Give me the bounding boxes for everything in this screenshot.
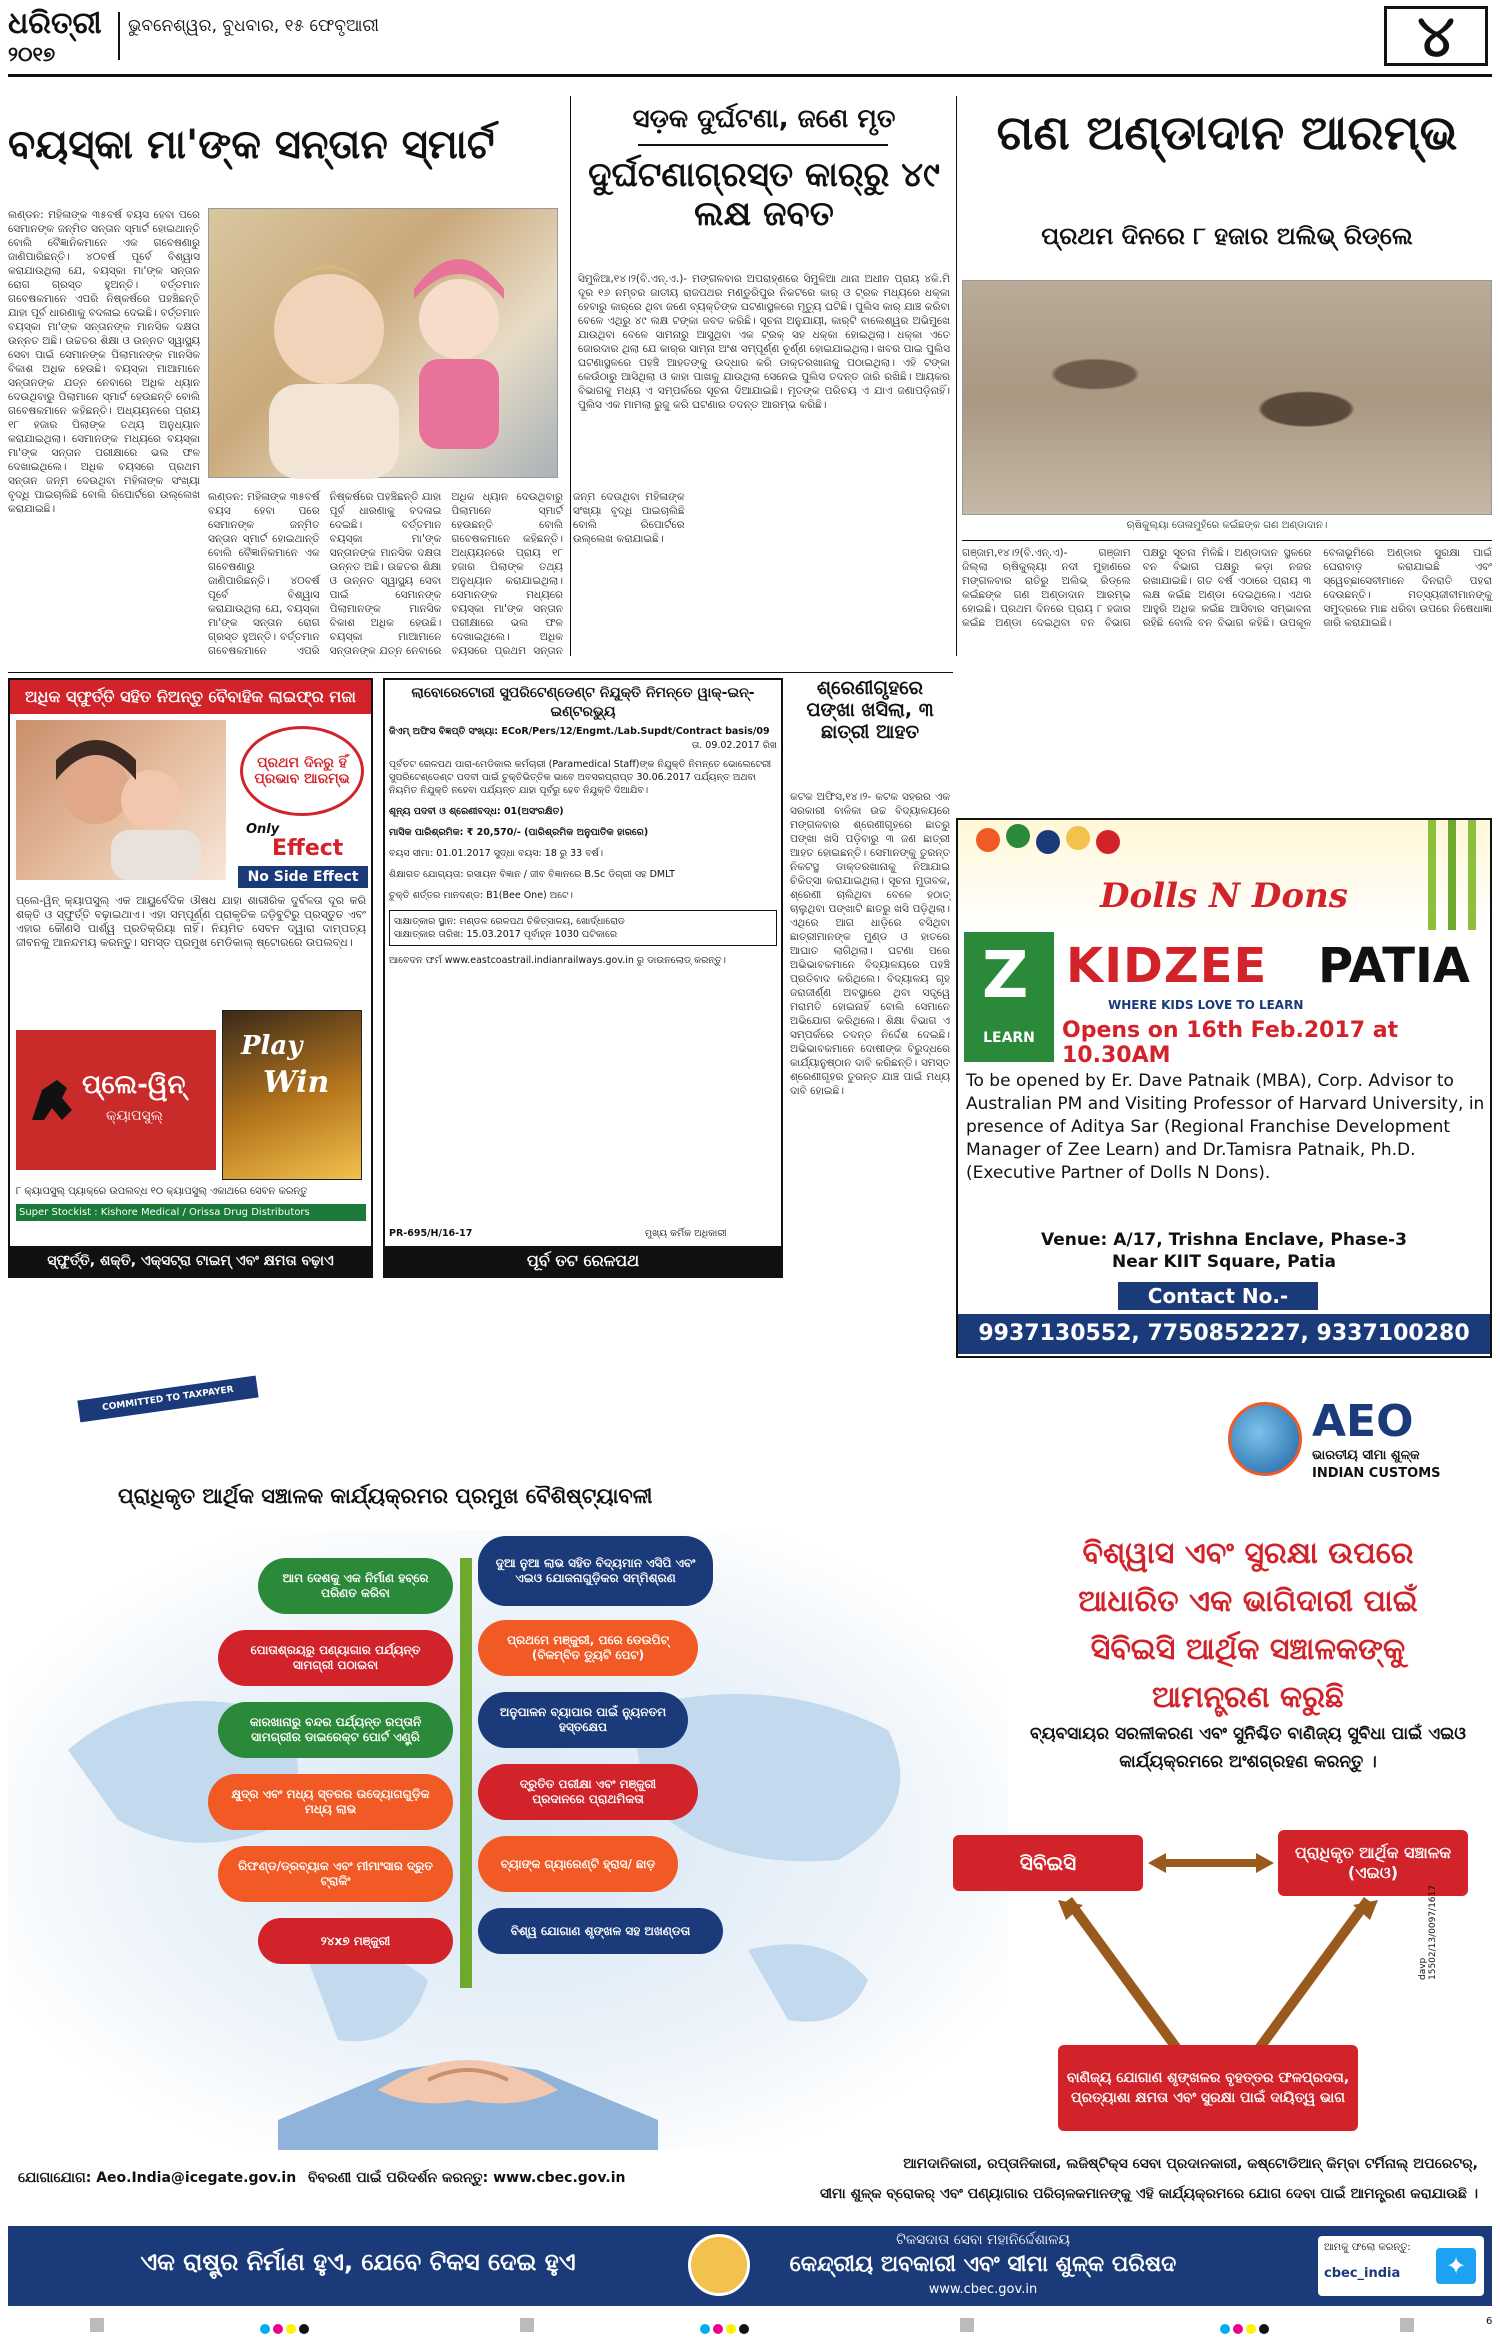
tender-line: ସାକ୍ଷାତ୍କାର ସ୍ଥାନ: ମଣ୍ଡଳ ରେଳପଥ ଚିକିତ୍ସାଳୟ, ଖୋର୍ଦ୍ଧାରୋଡ <box>394 916 625 927</box>
story-hostel-body: କଟକ ଅଫିସ,୧୪।୨- କଟକ ସହରର ଏକ ସରକାରୀ ବାଳିକା ଉଚ୍ଚ ବିଦ୍ୟାଳୟରେ ମଙ୍ଗଳବାର ଶ୍ରେଣୀଗୃହରେ ଛାତରୁ ପଙ୍ଖା ଖସି ପଡ଼ିବାରୁ ୩ ଜଣ ଛାତ୍ରୀ ଆହତ ହୋଇଛନ୍ତି। ସେମାନଙ୍କୁ ତୁରନ୍ତ ନିକଟସ୍ଥ ଡାକ୍ତରଖାନାକୁ ନିଆଯାଇ ଚିକିତ୍ସା କରାଯାଇଥିଲା। ସୂଚନା ମୁତାବକ, ଶ୍ରେଣୀ ଚାଲିଥିବା ବେଳେ ହଠାତ୍ ଚାଲୁଥିବା ପଙ୍ଖାଟି ଛାତରୁ ଖସି ପଡ଼ିଥିଲା। ଏଥିରେ ଆଗ ଧାଡ଼ିରେ ବସିଥିବା ଛାତ୍ରୀମାନଙ୍କ ମୁଣ୍ଡ ଓ ହାତରେ ଆଘାତ ଲାଗିଥିଲା। ଘଟଣା ପରେ ଅଭିଭାବକମାନେ ବିଦ୍ୟାଳୟରେ ପହଞ୍ଚି ପ୍ରତିବାଦ କରିଥିଲେ। ବିଦ୍ୟାଳୟ ଗୃହ ଜରାଜୀର୍ଣ୍ଣ ଅବସ୍ଥାରେ ଥିବା ସତ୍ତ୍ୱେ ମରାମତି ହୋଇନାହିଁ ବୋଲି ସେମାନେ ଅଭିଯୋଗ କରିଥିଲେ। ଶିକ୍ଷା ବିଭାଗ ଏ ସମ୍ପର୍କରେ ତଦନ୍ତ ନିର୍ଦ୍ଦେଶ ଦେଇଛି। ଅଭିଭାବକମାନେ ଦୋଷୀଙ୍କ ବିରୁଦ୍ଧରେ କାର୍ଯ୍ୟାନୁଷ୍ଠାନ ଦାବି କରିଛନ୍ତି। ସମସ୍ତ ଶ୍ରେଣୀଗୃହର ତୁରନ୍ତ ଯାଞ୍ଚ ପାଇଁ ମଧ୍ୟ ଦାବି ହୋଇଛି। <box>790 791 950 1097</box>
kidzee-contact-numbers: 9937130552, 7750852227, 9337100280 <box>958 1314 1490 1354</box>
tender-notice <box>383 678 783 1278</box>
kidzee-opens: Opens on 16th Feb.2017 at 10.30AM <box>1062 1018 1399 1068</box>
ad-kidzee <box>956 818 1492 1358</box>
node-cbec: ସିବିଇସି <box>953 1835 1143 1891</box>
col-divider-2 <box>956 96 957 656</box>
tender-line: ବୟସ ସୀମା: 01.01.2017 ସୁଦ୍ଧା ବୟସ: 18 ରୁ 33 ବର୍ଷ। <box>389 848 603 859</box>
story-accident-body: ସିମୁଳିଆ,୧୪।୨(ବି.ଏନ୍‌.ଏ.)- ମଙ୍ଗଳବାର ଅପରାହ୍ଣରେ ସିମୁଳିଆ ଥାନା ଅଧୀନ ପ୍ରାୟ ୪କି.ମି ଦୂର ୧୬ ନମ୍ବର ଜାତୀୟ ରାଜପଥର ମଣ୍ଡୁରିପୁର ନିକଟରେ କାର୍‌ ଓ ଟ୍ରକ ମଧ୍ୟରେ ଧକ୍କା ହେବାରୁ କାର୍‌ରେ ଥିବା ଜଣେ ବ୍ୟକ୍ତିଙ୍କ ଘଟଣାସ୍ଥଳରେ ମୃତ୍ୟୁ ଘଟିଛି। ପୁଲିସ କାର୍‌ ଯାଞ୍ଚ କରିବା ବେଳେ ଏଥିରୁ ୪୯ ଲକ୍ଷ ଟଙ୍କା ଜବତ କରିଛି। ସୂଚନା ଅନୁଯାୟୀ, କାର୍‌ଟି ବାଲେଶ୍ୱର ଅଭିମୁଖେ ଯାଉଥିବା ବେଳେ ସାମନାରୁ ଆସୁଥିବା ଏକ ଟ୍ରକ୍‌ ସହ ଧକ୍କା ହୋଇଥିଲା। ଧକ୍କା ଏତେ ଜୋରଦାର ଥିଲା ଯେ କାର୍‌ର ସାମ୍ନା ଅଂଶ ସମ୍ପୂର୍ଣ୍ଣ ଚୂର୍ଣ୍ଣ ହୋଇଯାଇଥିଲା। ଖବର ପାଇ ପୁଲିସ ଘଟଣାସ୍ଥଳରେ ପହଞ୍ଚି ଆହତଙ୍କୁ ଉଦ୍ଧାର କରି ଡାକ୍ତରଖାନାକୁ ପଠାଇଥିଲା। ଏହି ଟଙ୍କା କେଉଁଠାରୁ ଆସିଥିଲା ଓ କାହା ପାଖକୁ ଯାଉଥିଲା ସେନେଇ ପୁଲିସ ତଦନ୍ତ ଜାରି ରଖିଛି। ଆୟକର ବିଭାଗକୁ ମଧ୍ୟ ଏ ସମ୍ପର୍କରେ ସୂଚନା ଦିଆଯାଇଛି। ମୃତଙ୍କ ପରିଚୟ ଏ ଯାଏ ଜଣାପଡ଼ିନାହିଁ। ପୁଲିସ ଏକ ମାମଲା ରୁଜୁ କରି ଘଟଣାର ତଦନ୍ତ ଆରମ୍ଭ କରିଛି। <box>578 273 950 411</box>
page-number: ୪ <box>1384 6 1488 66</box>
story-turtle <box>962 100 1492 660</box>
kicker-rule <box>638 144 888 146</box>
color-dots <box>700 2319 752 2338</box>
story-mothers-headline: ବୟସ୍କା ମା'ଙ୍କ ସନ୍ତାନ ସ୍ମାର୍ଟ <box>8 122 495 168</box>
aeo-globe-icon <box>1228 1402 1302 1476</box>
masthead <box>8 1 1492 70</box>
zee-learn-logo <box>964 932 1054 1062</box>
feature-petal-left: କାରଖାନାରୁ ବନ୍ଦର ପର୍ଯ୍ୟନ୍ତ ରପ୍ତାନି ସାମଗ୍ରୀର ଡାଇରେକ୍ଟ ପୋର୍ଟ ଏଣ୍ଟ୍ରି <box>218 1702 453 1758</box>
zee-learn-text: LEARN <box>983 1030 1035 1046</box>
feature-petal-left: ପୋତାଶ୍ରୟରୁ ପଣ୍ୟାଗାର ପର୍ଯ୍ୟନ୍ତ ସାମଗ୍ରୀ ପଠାଇବା <box>218 1630 453 1686</box>
node-bottom: ବାଣିଜ୍ୟ ଯୋଗାଣ ଶୃଙ୍ଖଳର ବୃହତ୍ତର ଫଳପ୍ରଦତା, ପ୍ରତ୍ୟାଶା କ୍ଷମତା ଏବଂ ସୁରକ୍ଷା ପାଇଁ ଦାୟିତ୍ୱ ଭାଗ <box>1058 2045 1358 2131</box>
tender-signatory: ମୁଖ୍ୟ କର୍ମିକ ଅଧିକାରୀ <box>645 1228 727 1239</box>
tender-title: ଲାବୋରେଟୋରୀ ସୁପରିଟେଣ୍ଡେଣ୍ଟ ନିଯୁକ୍ତି ନିମନ୍ତେ ୱାକ୍-ଇନ୍-ଇଣ୍ଟରଭ୍ୟୁ <box>411 685 755 720</box>
aeo-logo-block <box>1228 1396 1478 1486</box>
aeo-contact: ଯୋଗାଯୋଗ: Aeo.India@icegate.gov.in <box>18 2170 297 2186</box>
tender-line: ସାକ୍ଷାତ୍କାର ତାରିଖ: 15.03.2017 ପୂର୍ବାହ୍ନ 1030 ଘଟିକାରେ <box>394 929 618 940</box>
handshake-icon <box>278 2000 658 2150</box>
tender-footer: ପୂର୍ବ ତଟ ରେଳପଥ <box>385 1246 781 1276</box>
kidzee-brand: KIDZEE <box>1066 938 1268 994</box>
turtle-photo <box>962 280 1492 515</box>
story-accident-headline: ଦୁର୍ଘଟଣାଗ୍ରସ୍ତ କାର୍‌ରୁ ୪୯ ଲକ୍ଷ ଜବତ <box>588 155 940 235</box>
twitter-handle[interactable]: cbec_india <box>1324 2266 1401 2281</box>
aeo-headline: ବିଶ୍ୱାସ ଏବଂ ସୁରକ୍ଷା ଉପରେ ଆଧାରିତ ଏକ ଭାଗିଦାରୀ ପାଇଁ ସିବିଇସି ଆର୍ଥିକ ସଞ୍ଚାଳକଙ୍କୁ ଆମନ୍ତ୍ରଣ କରୁଛି <box>1078 1536 1418 1715</box>
aeo-footer-org-1: ଟିକସଦାତା ସେବା ମହାନିର୍ଦ୍ଦେଶାଳୟ <box>896 2232 1070 2248</box>
ad-playwin <box>8 678 373 1278</box>
feature-petal-right: ଦୁଆ ନୁଆ ଲାଭ ସହିତ ବିଦ୍ୟମାନ ଏସିପି ଏବଂ ଏଇଓ ଯୋଜନାଗୁଡ଼ିକର ସମ୍ମିଶ୍ରଣ <box>478 1536 713 1606</box>
story-hostel-headline: ଶ୍ରେଣୀଗୃହରେ ପଙ୍ଖା ଖସିଲା, ୩ ଛାତ୍ରୀ ଆହତ <box>806 677 934 743</box>
kidzee-school-name: Dolls N Dons <box>1100 876 1348 916</box>
feature-petal-right: ପ୍ରଥମେ ମଞ୍ଜୁରୀ, ପରେ ଡେଉପିଟ୍ (ବିଳମ୍ବିତ ଡ୍ୟୁଟି ପେଟ) <box>478 1620 698 1676</box>
aeo-davp: davp 15502/13/0097/1617 <box>1418 1885 1438 1980</box>
tender-line: ଶୂନ୍ୟ ପଦବୀ ଓ ଶ୍ରେଣୀବଦ୍ଧ: 01(ଅସଂରକ୍ଷିତ) <box>389 806 564 817</box>
horse-icon <box>22 1070 82 1130</box>
masthead-divider <box>118 12 120 60</box>
feature-petal-left: ୨୪x୭ ମଞ୍ଜୁରୀ <box>258 1918 453 1964</box>
story-turtle-body: ଗଞ୍ଜାମ,୧୪।୨(ବି.ଏନ୍‌.ଏ)- ଗଞ୍ଜାମ ଜିଲ୍ଲା ଋଷିକୁଲ୍ୟା ନଦୀ ମୁହାଣରେ ମଙ୍ଗଳବାର ରାତିରୁ ଅଲିଭ୍ ରିଡ୍‌ଲେ କଇଁଛଙ୍କ ଗଣ ଅଣ୍ଡାଦାନ ଆରମ୍ଭ ହୋଇଛି। ପ୍ରଥମ ଦିନରେ ପ୍ରାୟ ୮ ହଜାର କଇଁଛ ଅଣ୍ଡା ଦେଇଥିବା ବନ ବିଭାଗ ପକ୍ଷରୁ ସୂଚନା ମିଳିଛି। ଅଣ୍ଡାଦାନ ସ୍ଥଳରେ ବନ ବିଭାଗ ପକ୍ଷରୁ କଡ଼ା ନଜର ରଖାଯାଇଛି। ଗତ ବର୍ଷ ଏଠାରେ ପ୍ରାୟ ୩ ଲକ୍ଷ କଇଁଛ ଅଣ୍ଡା ଦେଇଥିଲେ। ଏଥର ଆହୁରି ଅଧିକ କଇଁଛ ଆସିବାର ସମ୍ଭାବନା ରହିଛି ବୋଲି ବନ ବିଭାଗ କହିଛି। ଉପକୂଳ ବେଳାଭୂମିରେ ଅଣ୍ଡାର ସୁରକ୍ଷା ପାଇଁ ଘେରାବାଡ଼ କରାଯାଇଛି ଏବଂ ସ୍ୱେଚ୍ଛାସେବୀମାନେ ଦିନରାତି ପହରା ଦେଉଛନ୍ତି। ମତ୍ସ୍ୟଜୀବୀମାନଙ୍କୁ ସମୁଦ୍ରରେ ମାଛ ଧରିବା ଉପରେ ନିଷେଧାଜ୍ଞା ଜାରି କରାଯାଇଛି। <box>962 547 1492 629</box>
page-mark: 6 <box>1486 2316 1493 2327</box>
aeo-badge: COMMITTED TO TAXPAYER SERVICES <box>77 1376 258 1423</box>
aeo-invite-2: ସୀମା ଶୁଳ୍କ ବ୍ରୋକର୍ ଏବଂ ପଣ୍ୟାଗାର ପରିଚାଳକମାନଙ୍କୁ ଏହି କାର୍ଯ୍ୟକ୍ରମରେ ଯୋଗ ଦେବା ପାଇଁ ଆମନ୍ତ୍ରଣ କରାଯାଉଛି । <box>819 2186 1478 2202</box>
tender-table <box>389 910 777 946</box>
horse-logo-block <box>16 1030 216 1170</box>
feature-petal-right: ବିଶ୍ୱ ଯୋଗାଣ ଶୃଙ୍ଖଳ ସହ ଅଖଣ୍ଡତା <box>478 1908 723 1954</box>
reg-square <box>520 2318 534 2332</box>
story-mothers-body: ଲଣ୍ଡନ: ମହିଳାଙ୍କ ୩୫ବର୍ଷ ବୟସ ହେବା ପରେ ସେମାନଙ୍କ ଜନ୍ମିତ ସନ୍ତାନ ସ୍ମାର୍ଟ ହୋଇଥାନ୍ତି ବୋଲି ବୈଜ୍ଞାନିକମାନେ ଏକ ଗବେଷଣାରୁ ଜାଣିପାରିଛନ୍ତି। ୪୦ବର୍ଷ ପୂର୍ବେ ବିଶ୍ୱାସ କରାଯାଉଥିଲା ଯେ, ବୟସ୍କା ମା'ଙ୍କ ସନ୍ତାନ ରୋଗ ଗ୍ରସ୍ତ ହୁଅନ୍ତି। ବର୍ତ୍ତମାନ ଗବେଷକମାନେ ଏପରି ନିଷ୍କର୍ଷରେ ପହଞ୍ଚିଛନ୍ତି ଯାହା ପୂର୍ବ ଧାରଣାକୁ ବଦଳାଇ ଦେଇଛି। ବର୍ତ୍ତମାନ ବୟସ୍କା ମା'ଙ୍କ ସନ୍ତାନଙ୍କ ମାନସିକ ଦକ୍ଷତା ଉନ୍ନତ ଅଛି। ଉଚ୍ଚତର ଶିକ୍ଷା ଓ ଉନ୍ନତ ସ୍ୱାସ୍ଥ୍ୟ ସେବା ପାଇଁ ସେମାନଙ୍କ ପିଲାମାନଙ୍କ ମାନସିକ ବିକାଶ ଅଧିକ ହେଉଛି। ବୟସ୍କା ମାଆମାନେ ସନ୍ତାନଙ୍କ ଯତ୍ନ ନେବାରେ ଅଧିକ ଧ୍ୟାନ ଦେଉଥିବାରୁ ପିଲାମାନେ ସ୍ମାର୍ଟ ହେଉଛନ୍ତି ବୋଲି ଗବେଷକମାନେ କହିଛନ୍ତି। ଅଧ୍ୟୟନରେ ପ୍ରାୟ ୧୮ ହଜାର ପିଲାଙ୍କ ତଥ୍ୟ ଅନୁଧ୍ୟାନ କରାଯାଇଥିଲା। ସେମାନଙ୍କ ମଧ୍ୟରେ ବୟସ୍କା ମା'ଙ୍କ ସନ୍ତାନ ପରୀକ୍ଷାରେ ଭଲ ଫଳ ଦେଖାଇଥିଲେ। ଅଧିକ ବୟସରେ ପ୍ରଥମ ସନ୍ତାନ ଜନ୍ମ ଦେଉଥିବା ମହିଳାଙ୍କ ସଂଖ୍ୟା ବୃଦ୍ଧି ପାଇଚାଲିଛି ବୋଲି ରିପୋର୍ଟରେ ଉଲ୍ଲେଖ କରାଯାଇଛି। <box>8 209 200 515</box>
aeo-invite-1: ଆମଦାନିକାରୀ, ରପ୍ତାନିକାରୀ, ଲଜିଷ୍ଟିକ୍ସ ସେବା ପ୍ରଦାନକାରୀ, କଷ୍ଟୋଡିଆନ୍ କିମ୍ବା ଟର୍ମିନାଲ୍ ଅପରେଟର୍, <box>903 2156 1478 2172</box>
zee-z-icon: Z <box>982 939 1029 1013</box>
handshake-illustration <box>278 2000 658 2150</box>
ad-playwin-effect: Effect <box>272 836 344 861</box>
kidzee-body: To be opened by Er. Dave Patnaik (MBA), Corp. Advisor to Australian PM and Visiting Professor of Harvard University, in presence of Aditya Sar (Regional Franchise Development Manager of Zee Learn) and Dr.Tamisra Patnaik, Ph.D. (Executive Partner of Dolls N Dons). <box>966 1071 1485 1183</box>
story-hostel <box>790 678 950 1278</box>
kidzee-tagline: WHERE KIDS LOVE TO LEARN <box>1108 998 1304 1012</box>
ad-playwin-stockist: Super Stockist : Kishore Medical / Orissa Drug Distributors <box>16 1204 366 1221</box>
ad-playwin-product-top: Play <box>241 1031 303 1061</box>
arrow-horizontal <box>1148 1853 1274 1873</box>
print-registration-strip <box>0 2316 1500 2334</box>
ad-playwin-no-side-effect: No Side Effect <box>238 866 368 888</box>
story-accident <box>578 96 950 656</box>
story-accident-kicker: ସଡ଼କ ଦୁର୍ଘଟଣା, ଜଣେ ମୃତ <box>632 104 896 134</box>
couple-illustration <box>16 720 226 880</box>
caption-rule <box>962 540 1492 541</box>
tender-line: ଶିକ୍ଷାଗତ ଯୋଗ୍ୟତା: ରସାୟନ ବିଜ୍ଞାନ / ଜୀବ ବିଜ୍ଞାନରେ B.Sc ଡିଗ୍ରୀ ସହ DMLT <box>389 869 675 880</box>
kidzee-contact-label: Contact No.- <box>1118 1282 1318 1310</box>
aeo-footer-org-2: କେନ୍ଦ୍ରୀୟ ଅବକାରୀ ଏବଂ ସୀମା ଶୁଳ୍କ ପରିଷଦ <box>789 2252 1177 2277</box>
reg-square <box>1400 2318 1414 2332</box>
aeo-diagram-title: ପ୍ରାଧିକୃତ ଆର୍ଥିକ ସଞ୍ଚାଳକ କାର୍ଯ୍ୟକ୍ରମର ପ୍ରମୁଖ ବୈଶିଷ୍ଟ୍ୟାବଳୀ <box>118 1484 653 1508</box>
masthead-rule <box>8 74 1492 77</box>
ad-playwin-logo: ପ୍ଲେ-ୱିନ୍ <box>82 1070 186 1100</box>
twitter-icon[interactable]: ✦ <box>1436 2248 1476 2284</box>
feature-petal-left: ଆମ ଦେଶକୁ ଏକ ନିର୍ମାଣ ହବ୍‌ରେ ପରିଣତ କରିବା <box>258 1558 453 1614</box>
feature-petal-left: କ୍ଷୁଦ୍ର ଏବଂ ମଧ୍ୟ ସ୍ତରର ଉଦ୍ୟୋଗଗୁଡ଼ିକ ମଧ୍ୟ ଲାଭ <box>208 1774 453 1830</box>
ad-playwin-logo-sub: କ୍ୟାପସୁଲ୍ <box>106 1108 163 1124</box>
story-turtle-subhead: ପ୍ରଥମ ଦିନରେ ୮ ହଜାର ଅଲିଭ୍ ରିଡ୍‌ଲେ <box>1041 222 1413 250</box>
ad-playwin-product-box <box>222 1010 362 1180</box>
turtle-photo-caption: ଋଷିକୁଲ୍ୟା ତୋଳାମୁହଁରେ କଇଁଛଙ୍କ ଗଣ ଅଣ୍ଡାଦାନ। <box>1126 520 1328 531</box>
feature-petal-right: ଦ୍ରୁତିତ ପରୀକ୍ଷା ଏବଂ ମଞ୍ଜୁରୀ ପ୍ରଦାନରେ ପ୍ରାଥମିକତା <box>478 1764 698 1820</box>
tender-ref: ଜିଏମ୍ ଅଫିସ ବିଜ୍ଞପ୍ତି ସଂଖ୍ୟା: ECoR/Pers/12/Engmt./Lab.Supdt/Contract basis/09 <box>389 726 770 737</box>
ad-playwin-product-bottom: Win <box>263 1065 330 1100</box>
kidzee-venue-2: Near KIIT Square, Patia <box>1111 1252 1337 1272</box>
col-divider-1 <box>570 96 571 656</box>
feature-petal-left: ରିଫଣ୍ଡ/ଡ୍ରବ୍ୟାକ ଏବଂ ମୀମାଂସାର ଦ୍ରୁତ ଟ୍ରାକିଂ <box>218 1846 453 1902</box>
section-rule-1 <box>8 672 953 673</box>
ad-playwin-footer: ସ୍ଫୁର୍ତ୍ତି, ଶକ୍ତି, ଏକ୍ସଟ୍ରା ଟାଇମ୍ ଏବଂ କ୍ଷମତା ବଢ଼ାଏ <box>10 1246 371 1276</box>
ad-playwin-body: ପ୍ଲେ-ୱିନ୍ କ୍ୟାପସୁଲ୍ ଏକ ଆୟୁର୍ବେଦିକ ଔଷଧ ଯାହା ଶାରୀରିକ ଦୁର୍ବଳତା ଦୂର କରି ଶକ୍ତି ଓ ସ୍ଫୁର୍ତ୍ତି ବଢ଼ାଇଥାଏ। ଏହା ସମ୍ପୂର୍ଣ୍ଣ ପ୍ରାକୃତିକ ଜଡ଼ିବୁଟିରୁ ପ୍ରସ୍ତୁତ ଏବଂ ଏହାର କୌଣସି ପାର୍ଶ୍ୱ ପ୍ରତିକ୍ରିୟା ନାହିଁ। ନିୟମିତ ସେବନ ଦ୍ୱାରା ଦାମ୍ପତ୍ୟ ଜୀବନକୁ ଆନନ୍ଦମୟ କରନ୍ତୁ। ସମସ୍ତ ପ୍ରମୁଖ ମେଡିକାଲ୍ ଷ୍ଟୋରରେ ଉପଲବ୍ଧ। <box>16 894 366 949</box>
emblem-icon <box>688 2234 750 2296</box>
ad-playwin-burst-text: ପ୍ରଥମ ଦିନରୁ ହିଁ ପ୍ରଭାବ ଆରମ୍ଭ <box>254 755 350 787</box>
aeo-details: ବିବରଣୀ ପାଇଁ ପରିଦର୍ଶନ କରନ୍ତୁ: www.cbec.gov.in <box>308 2170 626 2186</box>
feature-petal-right: ଅନୁପାଳନ ବ୍ୟାପାର ପାଇଁ ନ୍ୟୁନତମ ହସ୍ତକ୍ଷେପ <box>478 1692 688 1748</box>
mother-baby-photo <box>208 208 558 478</box>
aeo-footer-bar <box>8 2226 1492 2306</box>
tender-line: ଚୁକ୍ତି ଶର୍ତ୍ତର ମାନଦଣ୍ଡ: B1(Bee One) ଅଟେ। <box>389 890 573 901</box>
feature-petal-right: ବ୍ୟାଙ୍କ ଗ୍ୟାରେଣ୍ଟି ହ୍ରାସ/ ଛାଡ଼ <box>478 1836 678 1892</box>
paper-name: ଧରିତ୍ରୀ <box>8 6 102 41</box>
tender-line: ସୁପରିଟେଣ୍ଡେଣ୍ଟ ପଦବୀ ପାଇଁ ଚୁକ୍ତିଭିତ୍ତିକ ଭାବେ ଅବସରପ୍ରାପ୍ତ 30.06.2017 ପର୍ଯ୍ୟନ୍ତ ଅଥବା <box>389 772 757 783</box>
year: ୨୦୧୭ <box>8 42 56 66</box>
mother-baby-illustration <box>209 209 559 479</box>
tender-line: ପୂର୍ବତଟ ରେଳପଥ ପାରା-ମେଡିକାଲ କର୍ମଚାରୀ (Paramedical Staff)ଙ୍କ ନିଯୁକ୍ତି ନିମନ୍ତେ ଭୋଲେଟେରୀ <box>389 759 772 770</box>
story-mothers-body-cont: ଲଣ୍ଡନ: ମହିଳାଙ୍କ ୩୫ବର୍ଷ ବୟସ ହେବା ପରେ ସେମାନଙ୍କ ଜନ୍ମିତ ସନ୍ତାନ ସ୍ମାର୍ଟ ହୋଇଥାନ୍ତି ବୋଲି ବୈଜ୍ଞାନିକମାନେ ଏକ ଗବେଷଣାରୁ ଜାଣିପାରିଛନ୍ତି। ୪୦ବର୍ଷ ପୂର୍ବେ ବିଶ୍ୱାସ କରାଯାଉଥିଲା ଯେ, ବୟସ୍କା ମା'ଙ୍କ ସନ୍ତାନ ରୋଗ ଗ୍ରସ୍ତ ହୁଅନ୍ତି। ବର୍ତ୍ତମାନ ଗବେଷକମାନେ ଏପରି ନିଷ୍କର୍ଷରେ ପହଞ୍ଚିଛନ୍ତି ଯାହା ପୂର୍ବ ଧାରଣାକୁ ବଦଳାଇ ଦେଇଛି। ବର୍ତ୍ତମାନ ବୟସ୍କା ମା'ଙ୍କ ସନ୍ତାନଙ୍କ ମାନସିକ ଦକ୍ଷତା ଉନ୍ନତ ଅଛି। ଉଚ୍ଚତର ଶିକ୍ଷା ଓ ଉନ୍ନତ ସ୍ୱାସ୍ଥ୍ୟ ସେବା ପାଇଁ ସେମାନଙ୍କ ପିଲାମାନଙ୍କ ମାନସିକ ବିକାଶ ଅଧିକ ହେଉଛି। ବୟସ୍କା ମାଆମାନେ ସନ୍ତାନଙ୍କ ଯତ୍ନ ନେବାରେ ଅଧିକ ଧ୍ୟାନ ଦେଉଥିବାରୁ ପିଲାମାନେ ସ୍ମାର୍ଟ ହେଉଛନ୍ତି ବୋଲି ଗବେଷକମାନେ କହିଛନ୍ତି। ଅଧ୍ୟୟନରେ ପ୍ରାୟ ୧୮ ହଜାର ପିଲାଙ୍କ ତଥ୍ୟ ଅନୁଧ୍ୟାନ କରାଯାଇଥିଲା। ସେମାନଙ୍କ ମଧ୍ୟରେ ବୟସ୍କା ମା'ଙ୍କ ସନ୍ତାନ ପରୀକ୍ଷାରେ ଭଲ ଫଳ ଦେଖାଇଥିଲେ। ଅଧିକ ବୟସରେ ପ୍ରଥମ ସନ୍ତାନ ଜନ୍ମ ଦେଉଥିବା ମହିଳାଙ୍କ ସଂଖ୍ୟା ବୃଦ୍ଧି ପାଇଚାଲିଛି ବୋଲି ରିପୋର୍ଟରେ ଉଲ୍ଲେଖ କରାଯାଇଛି। <box>208 491 685 657</box>
tender-code: PR-695/H/16-17 <box>389 1228 473 1239</box>
color-dots <box>260 2319 312 2338</box>
dateline: ଭୁବନେଶ୍ୱର, ବୁଧବାର, ୧୫ ଫେବୃଆରୀ <box>128 16 379 36</box>
aeo-logo: AEO <box>1312 1396 1414 1447</box>
aeo-footer-slogan: ଏକ ରାଷ୍ଟ୍ର ନିର୍ମାଣ ହୁଏ, ଯେବେ ଟିକସ ଦେଇ ହୁଏ <box>140 2248 576 2276</box>
story-turtle-headline: ଗଣ ଅଣ୍ଡାଦାନ ଆରମ୍ଭ <box>996 105 1458 161</box>
tender-line: ଆବେଦନ ଫର୍ମ www.eastcoastrail.indianrailways.gov.in ରୁ ଡାଉନଲୋଡ୍ କରନ୍ତୁ। <box>389 955 726 966</box>
aeo-footer-url: www.cbec.gov.in <box>928 2282 1038 2297</box>
tender-date: ତା. 09.02.2017 ରିଖ <box>691 740 777 751</box>
ad-playwin-burst <box>240 726 364 816</box>
kidzee-top-banner <box>958 820 1490 930</box>
ad-playwin-banner: ଅଧିକ ସ୍ଫୁର୍ତ୍ତି ସହିତ ନିଅନ୍ତୁ ବୈବାହିକ ଲାଇଫ୍‌ର ମଜା <box>10 680 371 714</box>
follow-label: ଆମକୁ ଫଲୋ କରନ୍ତୁ: <box>1324 2242 1411 2253</box>
aeo-subhead: ବ୍ୟବସାୟର ସରଳୀକରଣ ଏବଂ ସୁନିଶ୍ଚିତ ବାଣିଜ୍ୟ ସୁବିଧା ପାଇଁ ଏଇଓ କାର୍ଯ୍ୟକ୍ରମରେ ଅଂଶଗ୍ରହଣ କରନ୍ତୁ । <box>1029 1724 1467 1772</box>
double-arrow-icon <box>1148 1853 1274 1873</box>
kidzee-venue-1: Venue: A/17, Trishna Enclave, Phase-3 <box>1041 1230 1407 1250</box>
ad-aeo <box>8 1380 1492 2315</box>
couple-photo <box>16 720 226 880</box>
reg-square <box>90 2318 104 2332</box>
reg-square <box>960 2318 974 2332</box>
kidzee-location: PATIA <box>1318 938 1470 994</box>
aeo-logo-or: ଭାରତୀୟ ସୀମା ଶୁଳ୍କ <box>1312 1448 1420 1463</box>
color-dots <box>1220 2319 1272 2338</box>
tender-body <box>389 758 777 1226</box>
ad-playwin-note: ୮ କ୍ୟାପସୁଲ୍ ପ୍ୟାକ୍‌ରେ ଉପଲବ୍ଧ ୧୦ କ୍ୟାପସୁଲ୍ ଏକାଥରେ ସେବନ କରନ୍ତୁ <box>16 1186 308 1197</box>
follow-box <box>1318 2236 1484 2296</box>
tender-line: ନିୟମିତ ନିଯୁକ୍ତି ନହେବା ପର୍ଯ୍ୟନ୍ତ ଯାହା ପୂର୍ବରୁ ହେବ ନିଯୁକ୍ତି ଦିଆଯିବ। <box>389 785 649 796</box>
node-aeo: ପ୍ରାଧିକୃତ ଆର୍ଥିକ ସଞ୍ଚାଳକ (ଏଇଓ) <box>1278 1830 1468 1896</box>
tender-line: ମାସିକ ପାରିଶ୍ରମିକ: ₹ 20,570/- (ପାରିଶ୍ରମିକ ଅନୁପାତିକ ହାରରେ) <box>389 827 649 838</box>
ad-playwin-only: Only <box>246 822 280 837</box>
petal-stem <box>460 1558 472 1988</box>
aeo-logo-en: INDIAN CUSTOMS <box>1312 1466 1441 1481</box>
